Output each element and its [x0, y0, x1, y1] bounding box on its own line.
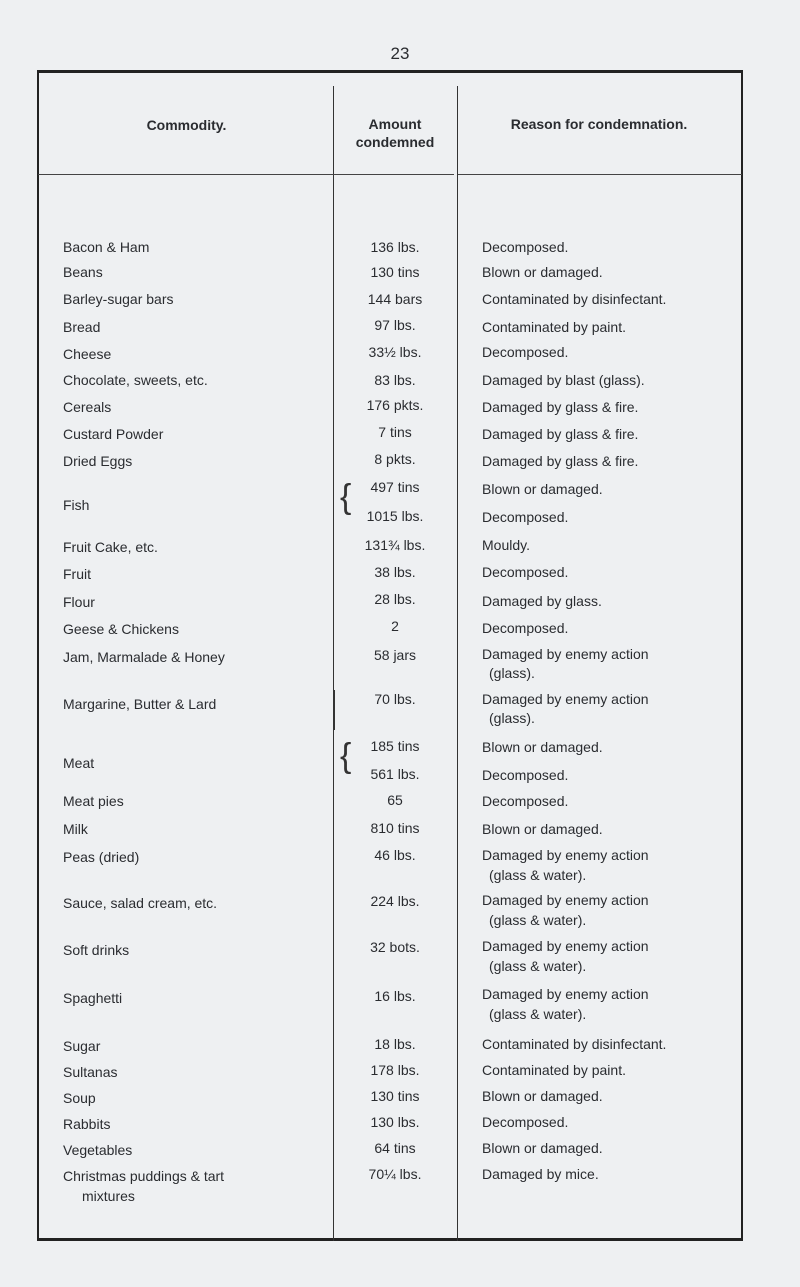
reason-cell: Decomposed. [482, 620, 569, 636]
commodity-cell: Custard Powder [63, 426, 164, 442]
commodity-cell: Milk [63, 821, 88, 837]
header-rule [334, 174, 454, 175]
reason-cell: Decomposed. [482, 793, 569, 809]
amount-cell: 16 lbs. [374, 988, 416, 1004]
column-divider [333, 86, 334, 1241]
commodity-cell: Vegetables [63, 1142, 133, 1158]
reason-cell: (glass & water). [489, 912, 587, 928]
commodity-cell: Bread [63, 319, 101, 335]
amount-cell: 176 pkts. [366, 397, 424, 413]
header-commodity: Commodity. [146, 117, 227, 133]
reason-cell: (glass & water). [489, 958, 587, 974]
reason-cell: Damaged by blast (glass). [482, 372, 645, 388]
amount-cell: 1015 lbs. [366, 508, 424, 524]
commodity-cell: Spaghetti [63, 990, 123, 1006]
header-reason: Reason for condemnation. [510, 116, 688, 132]
commodity-cell: Geese & Chickens [63, 621, 179, 637]
reason-cell: Damaged by enemy action [482, 892, 649, 908]
amount-cell: 130 lbs. [370, 1114, 420, 1130]
reason-cell: Damaged by enemy action [482, 938, 649, 954]
reason-cell: Decomposed. [482, 767, 569, 783]
amount-cell: 97 lbs. [374, 317, 416, 333]
amount-cell: 497 tins [370, 479, 420, 495]
amount-cell: 561 lbs. [370, 766, 420, 782]
commodity-cell: Barley-sugar bars [63, 291, 174, 307]
reason-cell: Decomposed. [482, 509, 569, 525]
commodity-cell: Bacon & Ham [63, 239, 150, 255]
commodity-cell: Christmas puddings & tart [63, 1168, 225, 1184]
reason-cell: (glass). [489, 710, 535, 726]
commodity-cell: Meat [63, 755, 95, 771]
commodity-cell: Soft drinks [63, 942, 130, 958]
amount-cell: 7 tins [378, 424, 412, 440]
reason-cell: Contaminated by paint. [482, 1062, 626, 1078]
column-divider [334, 690, 335, 730]
amount-cell: 144 bars [367, 291, 423, 307]
commodity-cell: mixtures [82, 1188, 135, 1204]
commodity-cell: Peas (dried) [63, 849, 140, 865]
commodity-cell: Flour [63, 594, 95, 610]
commodity-cell: Jam, Marmalade & Honey [63, 649, 225, 665]
reason-cell: Blown or damaged. [482, 481, 603, 497]
reason-cell: Mouldy. [482, 537, 530, 553]
amount-cell: 70¼ lbs. [368, 1166, 422, 1182]
commodity-cell: Margarine, Butter & Lard [63, 696, 217, 712]
amount-cell: 810 tins [370, 820, 420, 836]
reason-cell: Decomposed. [482, 564, 569, 580]
commodity-cell: Dried Eggs [63, 453, 133, 469]
header-rule [458, 174, 742, 175]
amount-cell: 70 lbs. [374, 691, 416, 707]
amount-cell: 32 bots. [370, 939, 420, 955]
reason-cell: Decomposed. [482, 239, 569, 255]
reason-cell: Blown or damaged. [482, 821, 603, 837]
commodity-cell: Beans [63, 264, 103, 280]
amount-cell: 33½ lbs. [368, 344, 422, 360]
reason-cell: Damaged by glass & fire. [482, 453, 639, 469]
reason-cell: Blown or damaged. [482, 264, 603, 280]
commodity-cell: Sauce, salad cream, etc. [63, 895, 218, 911]
reason-cell: Damaged by glass. [482, 593, 602, 609]
reason-cell: Damaged by mice. [482, 1166, 599, 1182]
commodity-cell: Soup [63, 1090, 96, 1106]
amount-cell: 131¾ lbs. [364, 537, 426, 553]
commodity-cell: Chocolate, sweets, etc. [63, 372, 208, 388]
reason-cell: Damaged by glass & fire. [482, 399, 639, 415]
reason-cell: (glass & water). [489, 1006, 587, 1022]
reason-cell: Decomposed. [482, 1114, 569, 1130]
amount-cell: 18 lbs. [374, 1036, 416, 1052]
brace-symbol: { [340, 478, 352, 516]
commodity-cell: Sugar [63, 1038, 101, 1054]
commodity-cell: Meat pies [63, 793, 124, 809]
reason-cell: Blown or damaged. [482, 1140, 603, 1156]
amount-cell: 46 lbs. [374, 847, 416, 863]
amount-cell: 185 tins [370, 738, 420, 754]
header-rule [38, 174, 334, 175]
reason-cell: Damaged by enemy action [482, 847, 649, 863]
reason-cell: Contaminated by disinfectant. [482, 291, 667, 307]
reason-cell: Contaminated by disinfectant. [482, 1036, 667, 1052]
amount-cell: 83 lbs. [374, 372, 416, 388]
amount-cell: 65 [387, 792, 403, 808]
amount-cell: 28 lbs. [374, 591, 416, 607]
column-divider [457, 86, 458, 1241]
commodity-cell: Fruit [63, 566, 91, 582]
commodity-cell: Fruit Cake, etc. [63, 539, 158, 555]
reason-cell: Blown or damaged. [482, 1088, 603, 1104]
amount-cell: 130 tins [370, 1088, 420, 1104]
commodity-cell: Cheese [63, 346, 112, 362]
page-number: 23 [390, 44, 410, 63]
commodity-cell: Sultanas [63, 1064, 118, 1080]
amount-cell: 2 [391, 618, 399, 634]
amount-cell: 130 tins [370, 264, 420, 280]
brace-symbol: { [340, 737, 352, 775]
reason-cell: Damaged by glass & fire. [482, 426, 639, 442]
reason-cell: Damaged by enemy action [482, 646, 649, 662]
commodity-cell: Cereals [63, 399, 112, 415]
amount-cell: 8 pkts. [374, 451, 416, 467]
reason-cell: (glass & water). [489, 867, 587, 883]
header-amount: Amount condemned [355, 116, 435, 150]
amount-cell: 64 tins [374, 1140, 416, 1156]
amount-cell: 178 lbs. [370, 1062, 420, 1078]
amount-cell: 136 lbs. [370, 239, 420, 255]
commodity-cell: Rabbits [63, 1116, 111, 1132]
commodity-cell: Fish [63, 497, 90, 513]
reason-cell: Decomposed. [482, 344, 569, 360]
reason-cell: Blown or damaged. [482, 739, 603, 755]
amount-cell: 38 lbs. [374, 564, 416, 580]
reason-cell: Contaminated by paint. [482, 319, 626, 335]
amount-cell: 224 lbs. [370, 893, 420, 909]
amount-cell: 58 jars [373, 647, 417, 663]
reason-cell: (glass). [489, 665, 535, 681]
reason-cell: Damaged by enemy action [482, 691, 649, 707]
reason-cell: Damaged by enemy action [482, 986, 649, 1002]
